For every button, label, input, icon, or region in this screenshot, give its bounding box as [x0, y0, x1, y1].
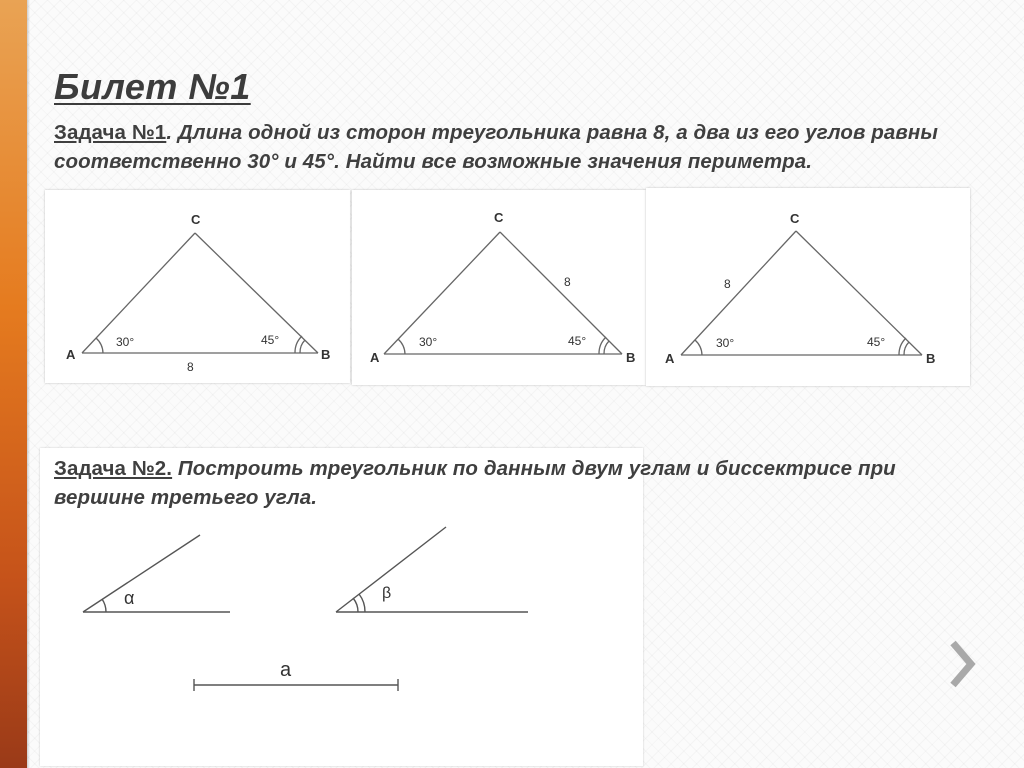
triangle-2-angle-b: 45°: [568, 334, 587, 348]
triangle-3-side-label: 8: [724, 277, 731, 291]
beta-label: β: [382, 585, 392, 602]
next-slide-button[interactable]: [936, 636, 988, 692]
triangle-3-arc-b1: [904, 342, 909, 355]
alpha-arc: [102, 599, 106, 612]
segment-a-label: a: [280, 659, 292, 681]
task-1-label: Задача №1: [54, 121, 167, 144]
triangle-2-vertex-a: A: [370, 350, 380, 365]
triangle-1-side-label: 8: [187, 360, 194, 374]
triangle-2-angle-a: 30°: [419, 335, 438, 349]
triangle-figure-1: [45, 190, 350, 383]
triangle-1-angle-a: 30°: [116, 335, 135, 349]
triangle-3-vertex-a: A: [665, 351, 675, 366]
triangle-3-angle-b: 45°: [867, 335, 886, 349]
triangle-3-vertex-b: B: [926, 351, 936, 366]
triangle-2-side-bc: [500, 232, 622, 354]
task-1-text: Длина одной из сторон треугольника равна 8, а два из его углов равны соответственно 30° и 45°. Найти все возможные значения периметра.: [54, 121, 938, 173]
task-2-text: Построить треугольник по данным двум углам и биссектрисе при вершине третьего угла.: [54, 457, 896, 509]
task-1-punct: .: [166, 121, 173, 144]
triangle-3-angle-a: 30°: [716, 336, 735, 350]
ticket-title: Билет №1: [54, 66, 251, 107]
triangle-1-vertex-b: B: [321, 347, 331, 362]
decorative-side-bar: [0, 0, 27, 768]
triangle-2-vertex-c: C: [494, 210, 504, 225]
triangle-1-vertex-a: A: [66, 347, 76, 362]
triangle-3-arc-b2: [899, 338, 906, 355]
triangle-3-side-bc: [796, 231, 922, 355]
alpha-slanted-ray: [83, 535, 200, 612]
chevron-right-icon: [947, 639, 977, 689]
triangle-3-arc-a: [695, 340, 702, 355]
triangle-1-angle-b: 45°: [261, 333, 280, 347]
triangle-2-side-ac: [384, 232, 500, 354]
triangle-3-vertex-c: C: [790, 211, 800, 226]
triangle-1-vertex-c: C: [191, 212, 201, 227]
triangle-2-arc-a: [398, 339, 405, 354]
triangle-figure-3: [646, 188, 970, 386]
alpha-label: α: [124, 588, 135, 608]
task-1: [54, 118, 974, 176]
beta-arc-2: [359, 594, 365, 612]
task-2: [54, 454, 974, 512]
beta-arc-1: [353, 598, 358, 612]
triangle-3-side-ac: [681, 231, 796, 355]
triangle-1-side-ac: [82, 233, 195, 353]
task-2-label: Задача №2.: [54, 457, 173, 480]
triangle-2-arc-b2: [599, 337, 606, 354]
triangle-2-side-label: 8: [564, 275, 571, 289]
triangle-figure-2: [352, 190, 646, 385]
triangle-1-arc-b1: [300, 340, 305, 353]
triangle-1-arc-a: [96, 338, 103, 353]
triangle-1-arc-b2: [295, 336, 302, 353]
triangle-1-side-bc: [195, 233, 318, 353]
triangle-2-vertex-b: B: [626, 350, 636, 365]
triangle-2-arc-b1: [604, 341, 609, 354]
